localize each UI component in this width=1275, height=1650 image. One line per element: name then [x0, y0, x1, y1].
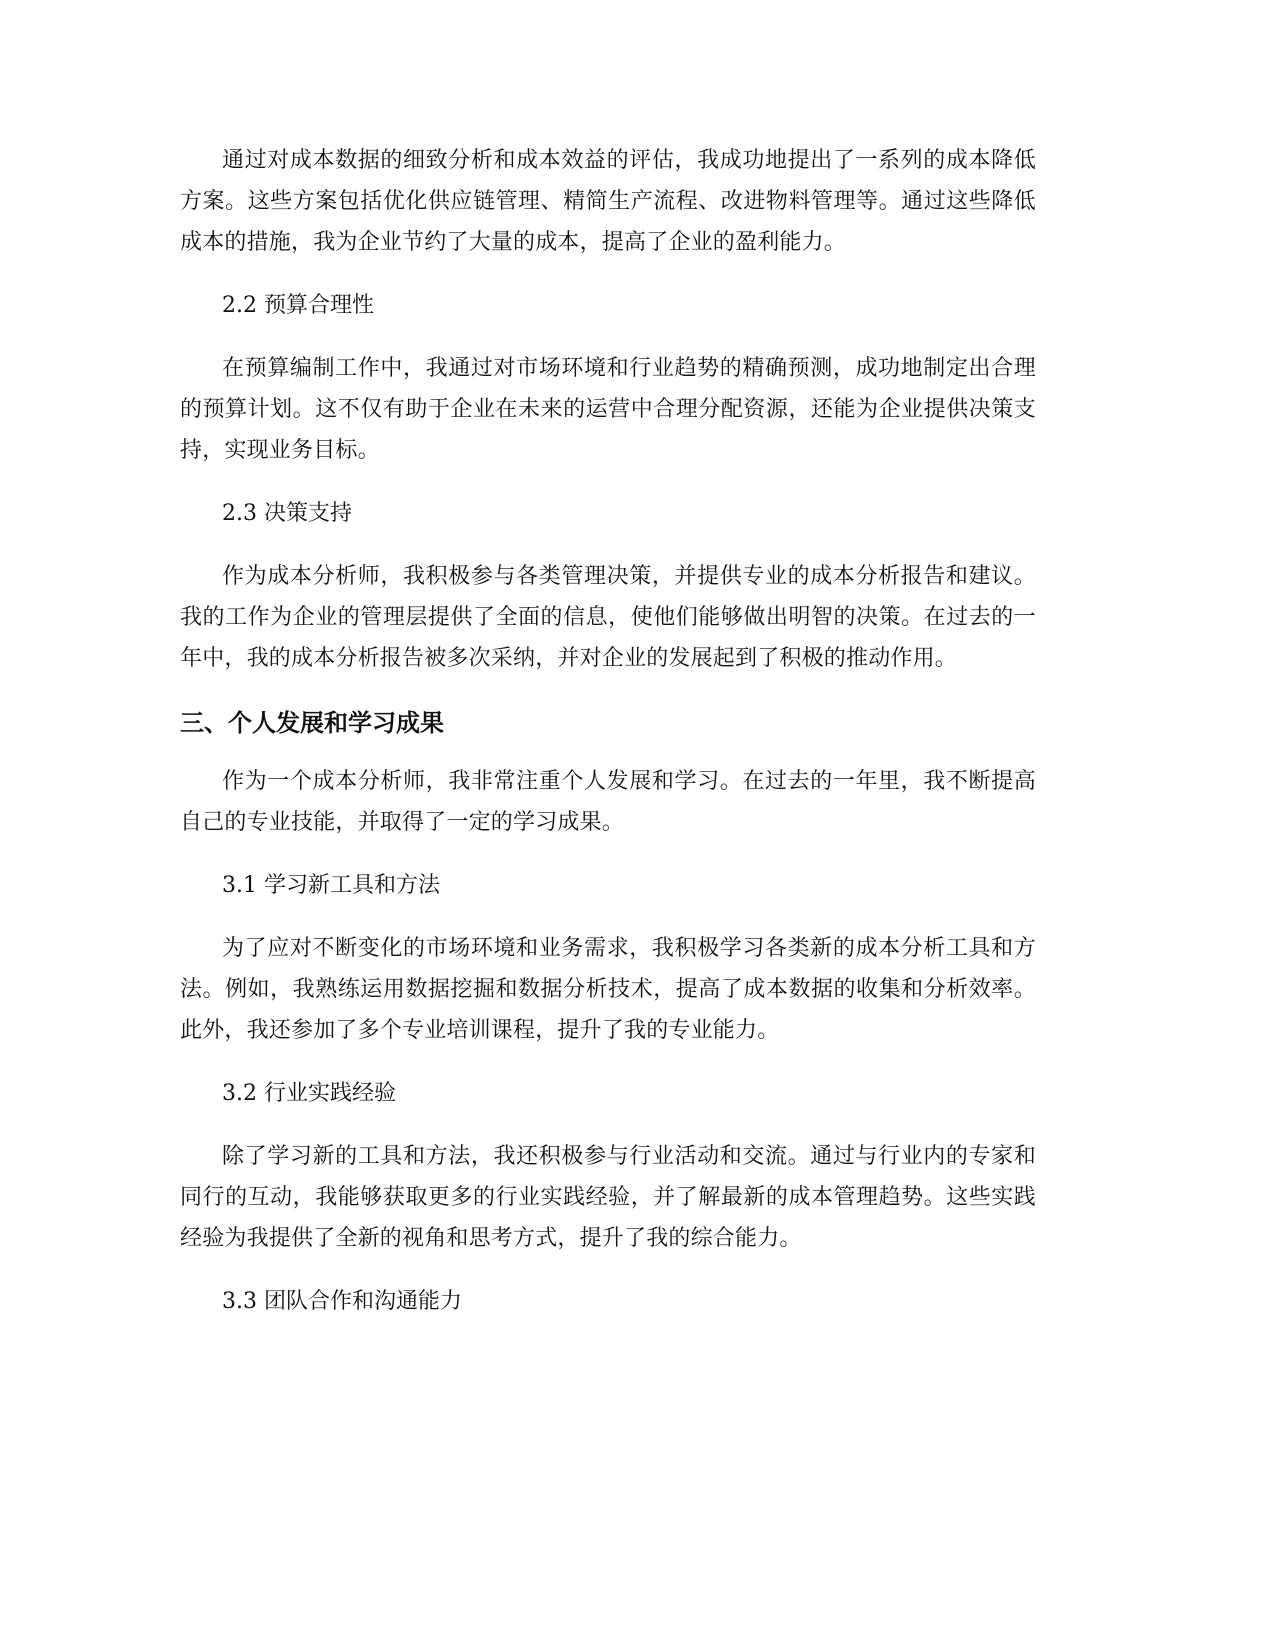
section-heading-3: 三、个人发展和学习成果	[180, 709, 444, 737]
document-page	[180, 140, 1036, 1344]
paragraph-personal-development: 作为一个成本分析师，我非常注重个人发展和学习。在过去的一年里，我不断提高自己的专业技能，并取得了一定的学习成果。	[180, 769, 1036, 835]
paragraph-new-tools: 为了应对不断变化的市场环境和业务需求，我积极学习各类新的成本分析工具和方法。例如，我熟练运用数据挖掘和数据分析技术，提高了成本数据的收集和分析效率。此外，我还参加了多个专业培训课程，提升了我的专业能力。	[180, 936, 1036, 1043]
subheading-3-2: 3.2 行业实践经验	[222, 1081, 396, 1106]
subheading-3-1: 3.1 学习新工具和方法	[222, 873, 440, 898]
subheading-3-3: 3.3 团队合作和沟通能力	[222, 1289, 462, 1314]
paragraph-cost-reduction: 通过对成本数据的细致分析和成本效益的评估，我成功地提出了一系列的成本降低方案。这些方案包括优化供应链管理、精简生产流程、改进物料管理等。通过这些降低成本的措施，我为企业节约了大量的成本，提高了企业的盈利能力。	[180, 148, 1036, 255]
paragraph-industry-practice: 除了学习新的工具和方法，我还积极参与行业活动和交流。通过与行业内的专家和同行的互动，我能够获取更多的行业实践经验，并了解最新的成本管理趋势。这些实践经验为我提供了全新的视角和思考方式，提升了我的综合能力。	[180, 1144, 1036, 1251]
subheading-2-2: 2.2 预算合理性	[222, 293, 374, 318]
paragraph-decision-support: 作为成本分析师，我积极参与各类管理决策，并提供专业的成本分析报告和建议。我的工作为企业的管理层提供了全面的信息，使他们能够做出明智的决策。在过去的一年中，我的成本分析报告被多次采纳，并对企业的发展起到了积极的推动作用。	[180, 564, 1036, 671]
paragraph-budget: 在预算编制工作中，我通过对市场环境和行业趋势的精确预测，成功地制定出合理的预算计划。这不仅有助于企业在未来的运营中合理分配资源，还能为企业提供决策支持，实现业务目标。	[180, 356, 1036, 463]
subheading-2-3: 2.3 决策支持	[222, 501, 352, 526]
